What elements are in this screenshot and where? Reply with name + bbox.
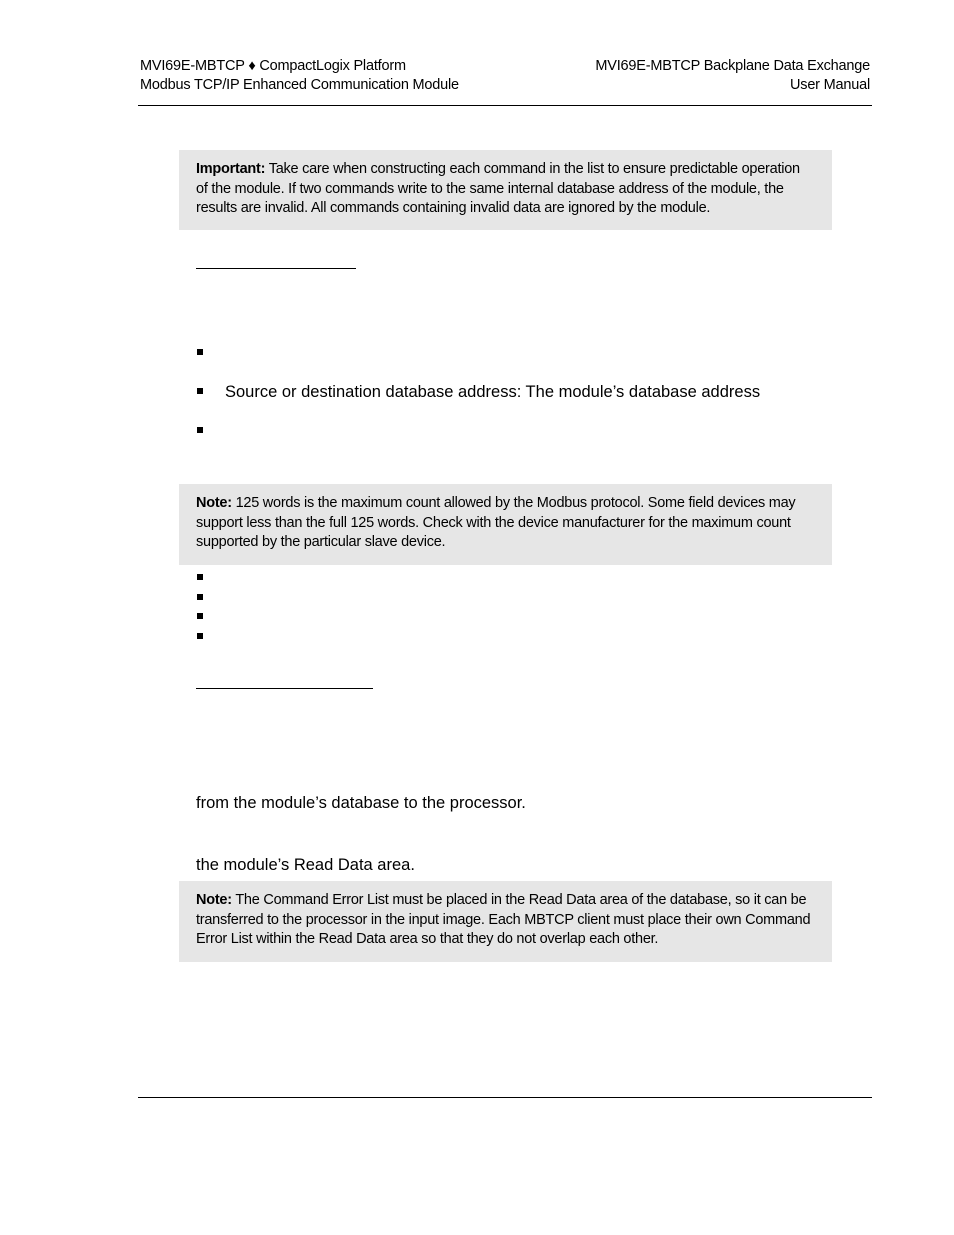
heading-underline [196,268,356,269]
error-list-note-label: Note: [196,892,232,908]
header-document-type: User Manual [790,77,870,93]
error-list-note-text: The Command Error List must be placed in the Read Data area of the database, so it can be transferred to the processor in the input image. Each MBTCP client must place their own Command Error List within the Read Data area so that they do not overlap each other. [196,892,811,947]
list-bullet [197,613,203,619]
list-bullet [197,574,203,580]
header-left [140,57,459,95]
important-note-text: Take care when constructing each command in the list to ensure predictable operation of the module. If two commands write to the same internal database address of the module, the results are invalid. All commands containing invalid data are ignored by the module. [196,161,800,216]
paragraph-read-data-area: the module’s Read Data area. [196,856,415,874]
bullet-source-destination-text: Source or destination database address: The module’s database address [225,383,761,401]
paragraph-processor-transfer: from the module’s database to the processor. [196,794,526,812]
important-note-box [179,150,832,230]
max-count-note-box [179,484,832,565]
header-module-subtitle: Modbus TCP/IP Enhanced Communication Module [140,77,459,93]
footer-divider [138,1097,872,1098]
list-bullet [197,427,203,433]
heading-underline [196,688,373,689]
max-count-note-label: Note: [196,495,232,511]
header-product-title: MVI69E-MBTCP ♦ CompactLogix Platform [140,58,406,74]
max-count-note-text: 125 words is the maximum count allowed by the Modbus protocol. Some field devices may support less than the full 125 words. Check with the device manufacturer for the maximum count supported by the particular slave device. [196,495,796,550]
list-bullet [197,388,203,394]
list-bullet [197,594,203,600]
list-bullet [197,633,203,639]
list-bullet [197,349,203,355]
header-right [595,57,870,95]
header-section-title: MVI69E-MBTCP Backplane Data Exchange [595,58,870,74]
header-divider [138,105,872,106]
important-note-label: Important: [196,161,266,177]
error-list-note-box [179,881,832,962]
